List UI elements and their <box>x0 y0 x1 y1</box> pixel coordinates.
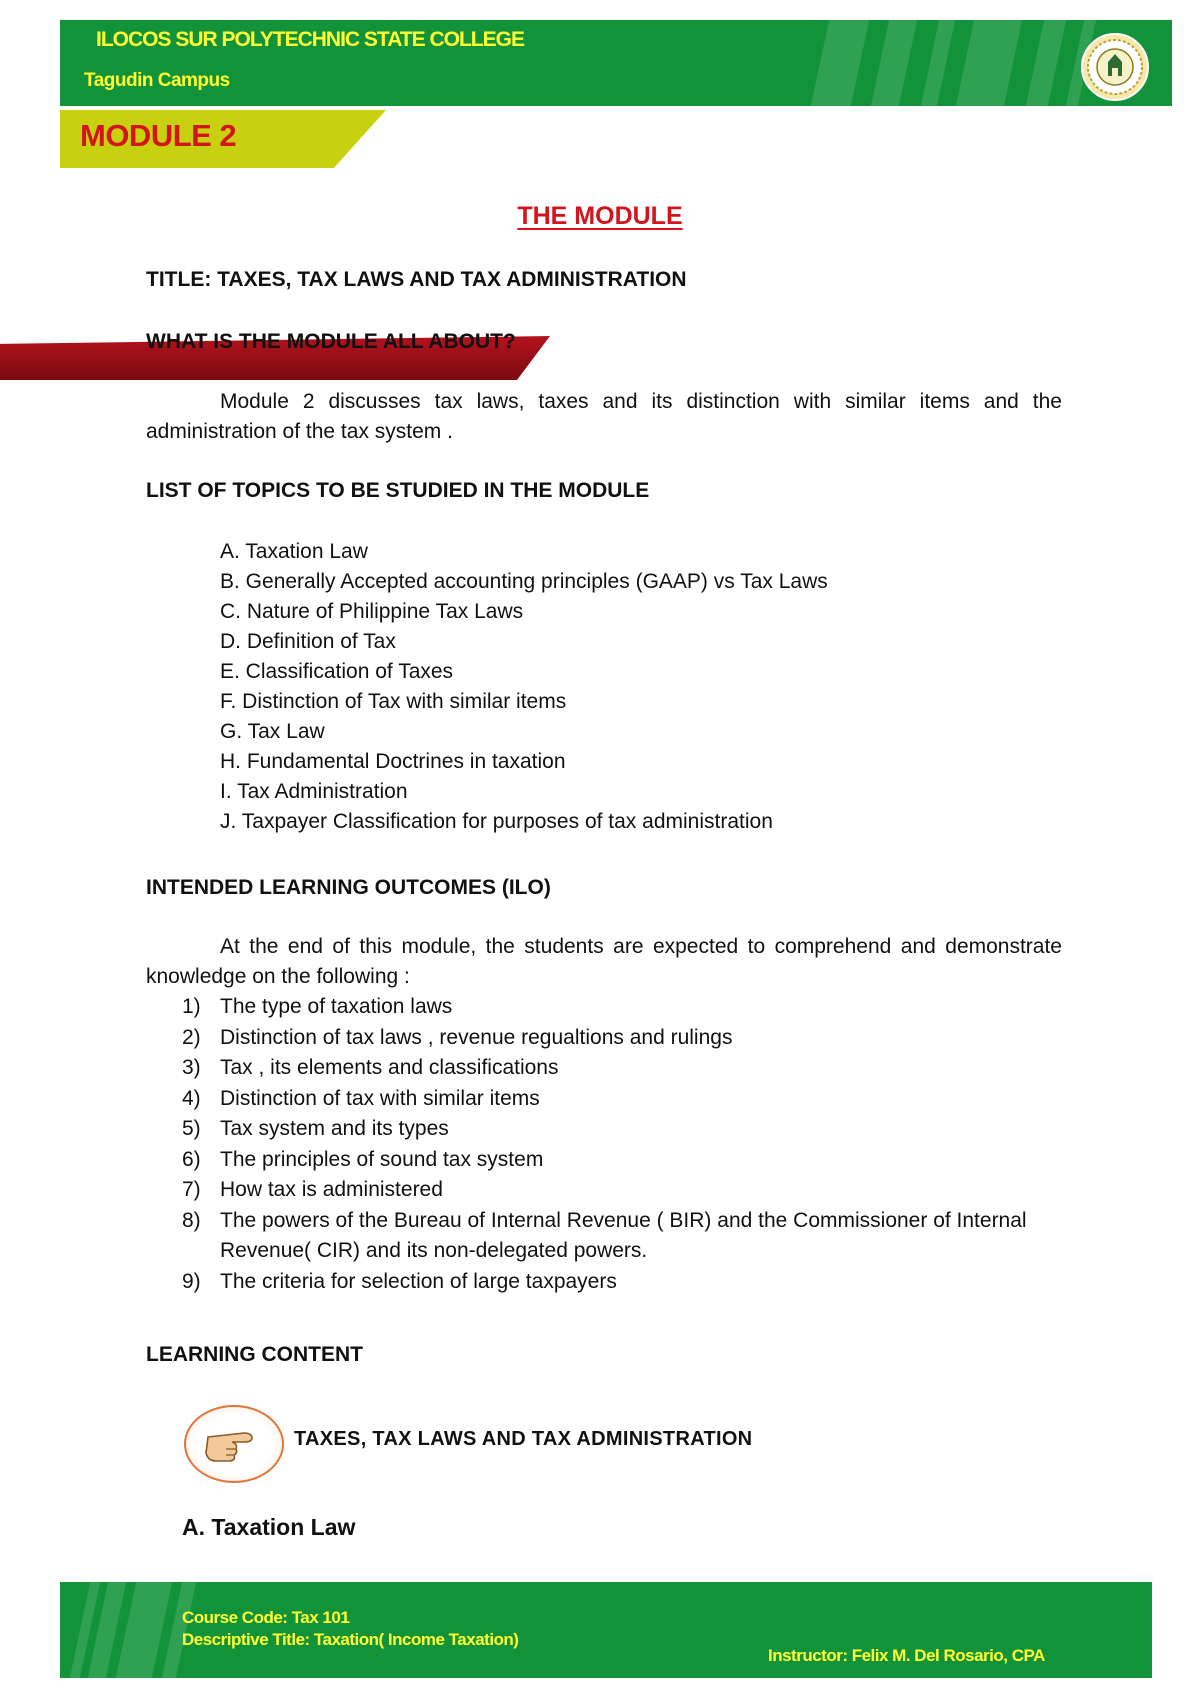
footer-banner <box>60 1582 1152 1678</box>
header-banner <box>60 20 1172 106</box>
outcome-number: 7) <box>182 1178 201 1201</box>
outcome-number: 4) <box>182 1086 201 1110</box>
outcome-text: Tax , its elements and classifications <box>220 1056 559 1079</box>
about-paragraph: Module 2 discusses tax laws, taxes and its distinction with similar items and the administration of the tax system . <box>146 390 1062 443</box>
outcome-text: The powers of the Bureau of Internal Revenue ( BIR) and the Commissioner of Internal Revenue( CIR) and its non-delegated powers. <box>220 1208 1027 1262</box>
ilo-heading: INTENDED LEARNING OUTCOMES (ILO) <box>146 876 551 899</box>
pointing-hand-icon <box>186 1407 282 1481</box>
outcome-text: The type of taxation laws <box>220 995 453 1018</box>
ilo-intro: At the end of this module, the students are expected to comprehend and demonstrate knowledge on the following : <box>146 935 1062 988</box>
outcome-number: 1) <box>182 995 201 1018</box>
outcome-item <box>146 1053 1062 1084</box>
outcome-item <box>146 1206 1062 1267</box>
outcome-text: How tax is administered <box>220 1178 443 1201</box>
topic-item: H. Fundamental Doctrines in taxation <box>220 750 566 773</box>
outcome-number: 9) <box>182 1269 201 1293</box>
about-heading: WHAT IS THE MODULE ALL ABOUT? <box>146 330 516 353</box>
topic-item: I. Tax Administration <box>220 780 408 803</box>
outcome-item <box>146 1023 1062 1054</box>
descriptive-title: Descriptive Title: Taxation( Income Taxation) <box>182 1630 519 1649</box>
module-title: TITLE: TAXES, TAX LAWS AND TAX ADMINISTRATION <box>146 268 687 291</box>
topic-item: B. Generally Accepted accounting principles (GAAP) vs Tax Laws <box>220 570 828 593</box>
outcome-text: The criteria for selection of large taxpayers <box>220 1269 617 1293</box>
page-title: THE MODULE <box>517 202 683 230</box>
outcome-item <box>146 1145 1062 1176</box>
content-section-title: TAXES, TAX LAWS AND TAX ADMINISTRATION <box>294 1428 753 1450</box>
instructor-name: Instructor: Felix M. Del Rosario, CPA <box>768 1646 1045 1665</box>
outcomes-list <box>146 992 1062 1297</box>
topics-heading: LIST OF TOPICS TO BE STUDIED IN THE MODULE <box>146 479 650 502</box>
topic-item: A. Taxation Law <box>220 540 368 563</box>
topics-list <box>220 537 828 837</box>
outcome-text: Distinction of tax with similar items <box>220 1086 540 1110</box>
campus-name: Tagudin Campus <box>84 70 230 91</box>
outcome-text: Distinction of tax laws , revenue regualtions and rulings <box>220 1025 733 1049</box>
topic-item: J. Taxpayer Classification for purposes of tax administration <box>220 810 773 833</box>
topic-item: D. Definition of Tax <box>220 630 396 653</box>
outcome-number: 3) <box>182 1056 201 1079</box>
topic-item: C. Nature of Philippine Tax Laws <box>220 600 524 623</box>
outcome-item <box>146 1267 1062 1298</box>
college-seal-icon <box>1080 32 1150 102</box>
topic-item: E. Classification of Taxes <box>220 660 454 683</box>
module-label: MODULE 2 <box>80 118 237 153</box>
outcome-text: Tax system and its types <box>220 1117 449 1140</box>
outcome-number: 2) <box>182 1025 201 1049</box>
outcome-number: 5) <box>182 1117 201 1140</box>
outcome-number: 8) <box>182 1208 201 1232</box>
course-code: Course Code: Tax 101 <box>182 1608 350 1627</box>
outcome-text: The principles of sound tax system <box>220 1147 544 1171</box>
learning-content-heading: LEARNING CONTENT <box>146 1343 363 1366</box>
pointing-hand-icon <box>184 1405 284 1483</box>
outcome-item <box>146 1114 1062 1145</box>
outcome-item <box>146 992 1062 1023</box>
outcome-number: 6) <box>182 1147 201 1171</box>
subsection-heading: A. Taxation Law <box>182 1514 356 1540</box>
school-name: ILOCOS SUR POLYTECHNIC STATE COLLEGE <box>96 28 524 51</box>
topic-item: F. Distinction of Tax with similar items <box>220 690 567 713</box>
outcome-item <box>146 1084 1062 1115</box>
outcome-item <box>146 1175 1062 1206</box>
topic-item: G. Tax Law <box>220 720 325 743</box>
